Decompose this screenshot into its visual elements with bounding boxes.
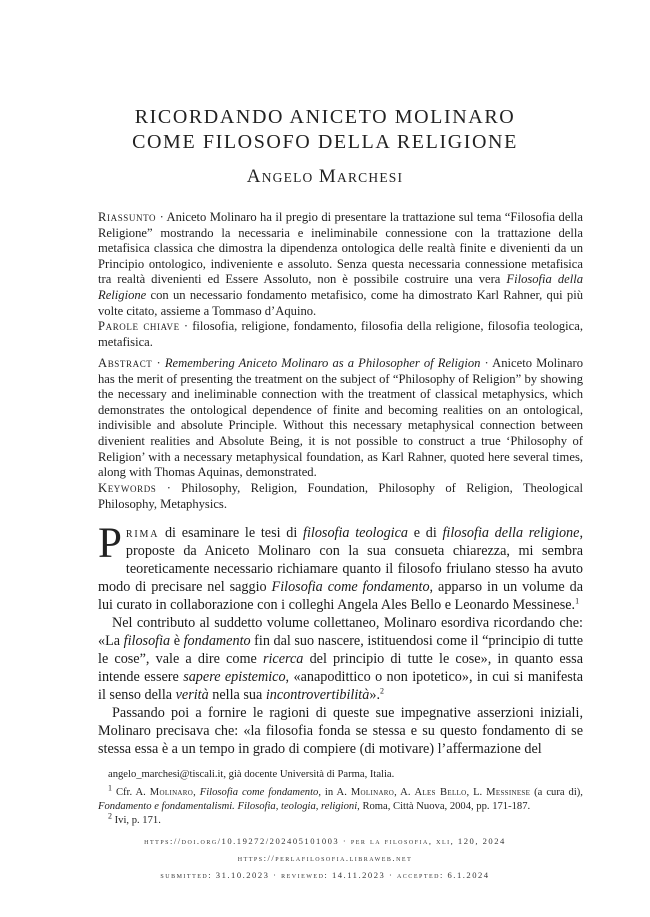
- author-name: [0, 166, 650, 188]
- journal-url[interactable]: https://perlafilosofia.libraweb.net: [237, 853, 413, 863]
- author-last-initial: M: [318, 166, 338, 187]
- riassunto-text-end: con un necessario fondamento metafisico, come ha dimostrato Karl Rahner, qui più volte citato, assieme a Tommaso d’Aquino.: [98, 287, 583, 318]
- separator: ·: [156, 210, 167, 224]
- author-smallcaps: Molinaro: [350, 787, 395, 798]
- parole-chiave-block: [98, 319, 583, 350]
- text: , proposte da Aniceto Molinaro con la sua consueta chiarezza, mi sembra teoreticamente necessario richiamare quanto il filosofo friulano stesso ha avuto modo di precisare nel saggio: [98, 525, 583, 595]
- abstract-label: Abstract: [98, 356, 153, 370]
- article-title-line-2: COME FILOSOFO DELLA RELIGIONE: [132, 131, 518, 153]
- italic-text: filosofia teologica: [303, 525, 409, 541]
- author-first-rest: NGELO: [261, 170, 314, 185]
- abstract-title: Remembering Aniceto Molinaro as a Philosopher of Religion: [164, 356, 481, 370]
- text: ».: [369, 687, 380, 703]
- footnote-number: 2: [108, 811, 112, 821]
- italic-text: incontrovertibilità: [265, 687, 370, 703]
- separator: ·: [480, 356, 493, 370]
- italic-text: Fondamento e fondamentalismi. Filosofia, teologia, religioni: [98, 801, 358, 812]
- text: fin dal suo nascere, istituendosi come il “principio di tutte le cose”, vale a dire come: [98, 633, 583, 667]
- riassunto-label: Riassunto: [98, 210, 157, 224]
- footnote-ref-1[interactable]: 1: [575, 596, 580, 606]
- doi-line[interactable]: https://doi.org/10.19272/202405101003 · per la filosofia, xli, 120, 2024: [144, 836, 506, 846]
- separator: ·: [152, 356, 165, 370]
- article-title-line-1: RICORDANDO ANICETO MOLINARO: [134, 106, 516, 128]
- separator: ·: [179, 319, 193, 333]
- affiliation-text: angelo_marchesi@tiscali.it, già docente Università di Parma, Italia.: [108, 769, 395, 780]
- text: è: [170, 633, 184, 649]
- text: , «anapodittico o non ipotetico», in cui si manifesta il senso della: [98, 669, 583, 703]
- text: Cfr. A.: [112, 787, 150, 798]
- riassunto-block: [98, 210, 583, 319]
- italic-text: Filosofia come fondamento: [199, 787, 319, 798]
- italic-text: fondamento: [183, 633, 251, 649]
- author-last-rest: ARCHESI: [337, 170, 404, 185]
- italic-text: Filosofia come fondamento: [271, 579, 430, 595]
- author-smallcaps: Ales Bello: [414, 787, 467, 798]
- text: , apparso in un volume da lui curato in collaborazione con i colleghi Angela Ales Bello e Leonardo Messinese.: [98, 579, 583, 613]
- separator: ·: [156, 481, 182, 495]
- parole-chiave-label: Parole chiave: [98, 319, 180, 333]
- text: , Roma, Città Nuova, 2004, pp. 171-187.: [357, 801, 531, 812]
- riassunto-italic: Filosofia della Religione: [98, 272, 584, 302]
- italic-text: verità: [175, 687, 209, 703]
- italic-text: ricerca: [262, 651, 304, 667]
- article-body: [98, 520, 584, 758]
- keywords-block: [98, 481, 583, 512]
- text: del principio di tutte le cose», in quanto essa intende essere: [98, 651, 584, 685]
- footnote-ref-2[interactable]: 2: [380, 686, 384, 696]
- drop-cap: P: [98, 520, 122, 567]
- text: Passando poi a fornire le ragioni di queste sue impegnative asserzioni iniziali, Molinaro precisava che: «la filosofia fonda se stessa e su questo fondamento di se stessa essa è a un tempo in grado di compiere (di motivare) l’affermazione del: [98, 705, 583, 757]
- footnote-1: [98, 783, 583, 814]
- text: Nel contributo al suddetto volume collettaneo, Molinaro esordiva ricordando che: «La: [98, 615, 583, 649]
- text: (a cura di),: [530, 787, 583, 798]
- author-first-initial: A: [246, 166, 262, 187]
- text: , A.: [394, 787, 415, 798]
- body-paragraph-1: [98, 520, 583, 614]
- submission-dates: submitted: 31.10.2023 · reviewed: 14.11.2023 · accepted: 6.1.2024: [160, 870, 490, 880]
- text: , L.: [466, 787, 487, 798]
- lead-in: rima: [125, 525, 160, 541]
- keywords-label: Keywords: [98, 481, 157, 495]
- text: Ivi, p. 171.: [112, 815, 161, 826]
- text: , in A.: [318, 787, 351, 798]
- text: e di: [408, 525, 443, 541]
- text: ,: [193, 787, 200, 798]
- italic-text: sapere epistemico: [183, 669, 286, 685]
- italic-text: filosofia della religione: [442, 525, 580, 541]
- text: nella sua: [208, 687, 266, 703]
- footnote-number: 1: [108, 783, 112, 793]
- riassunto-text: Aniceto Molinaro ha il pregio di presentare la trattazione sul tema “Filosofia della Religione” mostrando la necessaria e ineliminabile connessione con la trattazione della metafisica classica che dimostra la dipendenza ontologica delle realtà finite e divenienti da un Principio ontologico, indiveniente e assoluto. Senza questa necessaria connessione metafisica tra realtà divenienti ed Essere Assoluto, non è possibile costruire una vera: [98, 210, 584, 287]
- affiliation-footnote: [98, 768, 583, 782]
- italic-text: filosofia: [123, 633, 171, 649]
- text: di esaminare le tesi di: [159, 525, 303, 541]
- keywords-text: Philosophy, Religion, Foundation, Philosophy of Religion, Theological Philosophy, Metaphysics.: [98, 481, 583, 511]
- abstract-text: Aniceto Molinaro has the merit of presenting the treatment on the subject of “Philosophy of Religion” by showing the necessary and ineliminable connection with the treatment of classical metaphysics, which demonstrates the ontological dependence of finite and becoming realities on an ontological, indivisible and absolute Principle. Without this necessary metaphysical connection between divenient realities and Absolute Being, it is not possible to construct a true ‘Philosophy of Religion’ with a necessary metaphysical foundation, as Karl Rahner, quoted here several times, along with Thomas Aquinas, demonstrated.: [98, 356, 584, 480]
- author-smallcaps: Messinese: [486, 787, 531, 798]
- parole-chiave-text: filosofia, religione, fondamento, filosofia della religione, filosofia teologica, metafisica.: [98, 319, 583, 349]
- footnote-2: [98, 811, 583, 828]
- author-smallcaps: Molinaro: [149, 787, 194, 798]
- abstract-block: [98, 356, 583, 481]
- body-paragraph-2: [98, 614, 583, 704]
- body-paragraph-3: [98, 704, 583, 758]
